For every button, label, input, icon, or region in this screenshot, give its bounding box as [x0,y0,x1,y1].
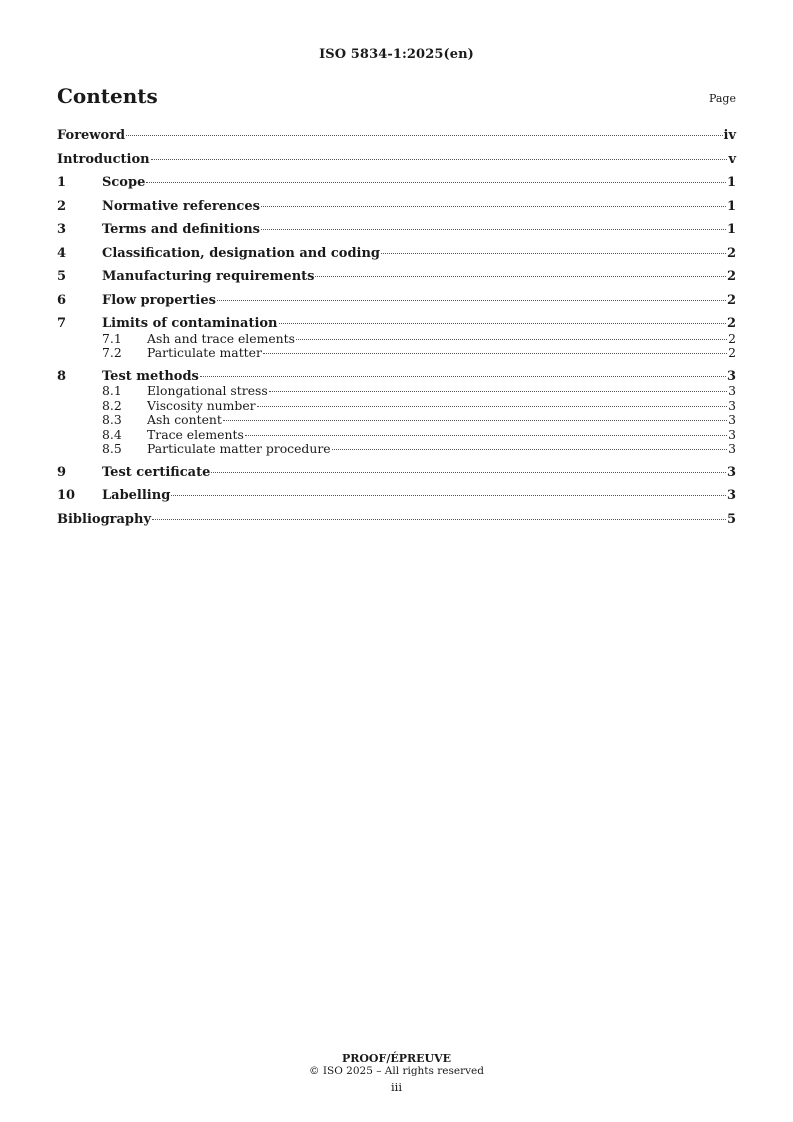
toc-entry-page: 2 [726,316,736,331]
toc-dot-leader [332,449,728,450]
toc-entry-title: Foreword [57,128,126,143]
toc-dot-leader [211,472,726,473]
toc-entry-title: Limits of contamination [102,316,278,331]
toc-entry[interactable] [57,175,736,199]
toc-entry-page: 2 [726,245,736,261]
toc-entry-page: 3 [726,488,736,503]
toc-entry-title: Labelling [102,488,171,503]
toc-entry-number: 1 [57,175,67,190]
toc-subentry-number: 8.3 [102,412,122,427]
toc-subentry[interactable] [57,427,736,442]
toc-entry[interactable] [57,269,736,293]
toc-subentry[interactable] [57,383,736,398]
copyright-notice: © ISO 2025 – All rights reserved [309,1065,484,1077]
toc-entry[interactable] [57,152,736,176]
toc-subentry-page: 3 [728,441,736,456]
toc-entry-number: 10 [57,488,76,503]
toc-entry[interactable] [57,293,736,317]
toc-entry-page: 1 [726,175,736,190]
toc-subentry[interactable] [57,398,736,413]
toc-entry-title: Flow properties [102,292,216,308]
toc-subentry-number: 7.1 [102,330,122,346]
toc-subentry-number: 8.2 [102,397,122,413]
toc-entry-title: Test certificate [102,464,211,480]
toc-subentry[interactable] [57,345,736,369]
toc-entry-title: Bibliography [57,511,152,527]
toc-dot-leader [223,420,727,421]
toc-dot-leader [263,353,727,354]
toc-subentry[interactable] [57,331,736,346]
toc-subentry-page: 3 [728,412,736,427]
toc-entry-title: Manufacturing requirements [102,269,315,284]
toc-entry-number: 3 [57,222,67,237]
toc-entry-page: 2 [726,269,736,284]
toc-entry-page: iv [723,128,736,143]
toc-subentry-page: 2 [728,345,736,360]
toc-entry-number: 7 [57,316,67,331]
toc-subentry-title: Ash content [147,412,222,427]
toc-entry-page: 3 [726,464,736,480]
toc-dot-leader [296,339,727,340]
toc-entry-title: Classification, designation and coding [102,245,381,261]
toc-entry[interactable] [57,246,736,270]
toc-entry-number: 9 [57,464,67,480]
toc-subentry-title: Ash and trace elements [147,330,295,346]
toc-dot-leader [151,159,728,160]
toc-entry[interactable] [57,222,736,246]
toc-entry-title: Normative references [102,198,260,214]
toc-dot-leader [279,323,726,324]
toc-entry-number: 4 [57,245,67,261]
toc-dot-leader [200,376,726,377]
toc-entry[interactable] [57,488,736,512]
toc-dot-leader [245,435,727,436]
toc-entry-page: 1 [726,222,736,237]
toc-entry[interactable] [57,369,736,384]
toc-subentry-title: Particulate matter [147,345,262,360]
toc-entry-page: 1 [726,198,736,214]
toc-subentry-title: Elongational stress [147,383,268,398]
toc-dot-leader [269,391,727,392]
toc-entry-page: 3 [726,368,736,384]
toc-entry-number: 6 [57,292,67,308]
toc-dot-leader [381,253,726,254]
toc-subentry-title: Particulate matter procedure [147,441,331,456]
toc-subentry-page: 2 [728,330,736,346]
document-id-header: ISO 5834-1:2025(en) [319,47,474,62]
toc-entry-title: Terms and definitions [102,222,260,237]
page-number: iii [390,1080,403,1094]
contents-title: Contents [57,84,158,108]
toc-subentry-number: 8.5 [102,441,122,456]
toc-dot-leader [171,495,726,496]
toc-subentry-number: 7.2 [102,345,122,360]
toc-subentry[interactable] [57,441,736,465]
toc-entry-number: 2 [57,198,67,214]
toc-subentry-title: Viscosity number [147,397,256,413]
toc-subentry-page: 3 [728,397,736,413]
toc-dot-leader [146,182,726,183]
toc-entry[interactable] [57,316,736,331]
toc-entry-title: Test methods [102,368,199,384]
toc-entry[interactable] [57,465,736,489]
toc-subentry-page: 3 [728,426,736,442]
toc-entry-number: 8 [57,368,67,384]
toc-subentry[interactable] [57,412,736,427]
toc-entry[interactable] [57,199,736,223]
toc-entry-title: Scope [102,175,146,190]
page-footer [0,1052,793,1094]
toc-subentry-number: 8.1 [102,383,122,398]
toc-entry-page: v [728,151,736,167]
proof-label: PROOF/ÉPREUVE [341,1052,452,1065]
table-of-contents [57,128,736,535]
toc-entry[interactable] [57,512,736,536]
toc-subentry-page: 3 [728,383,736,398]
toc-dot-leader [257,406,728,407]
page-column-label: Page [708,92,736,105]
toc-entry[interactable] [57,128,736,152]
toc-entry-title: Introduction [57,151,150,167]
toc-dot-leader [152,519,726,520]
toc-subentry-title: Trace elements [147,426,244,442]
toc-entry-page: 5 [726,511,736,527]
toc-dot-leader [315,276,725,277]
toc-entry-page: 2 [726,292,736,308]
contents-heading-bar [57,84,736,112]
toc-dot-leader [261,206,726,207]
toc-entry-number: 5 [57,269,67,284]
toc-dot-leader [261,229,726,230]
toc-subentry-number: 8.4 [102,426,122,442]
toc-dot-leader [217,300,726,301]
toc-dot-leader [126,135,722,136]
